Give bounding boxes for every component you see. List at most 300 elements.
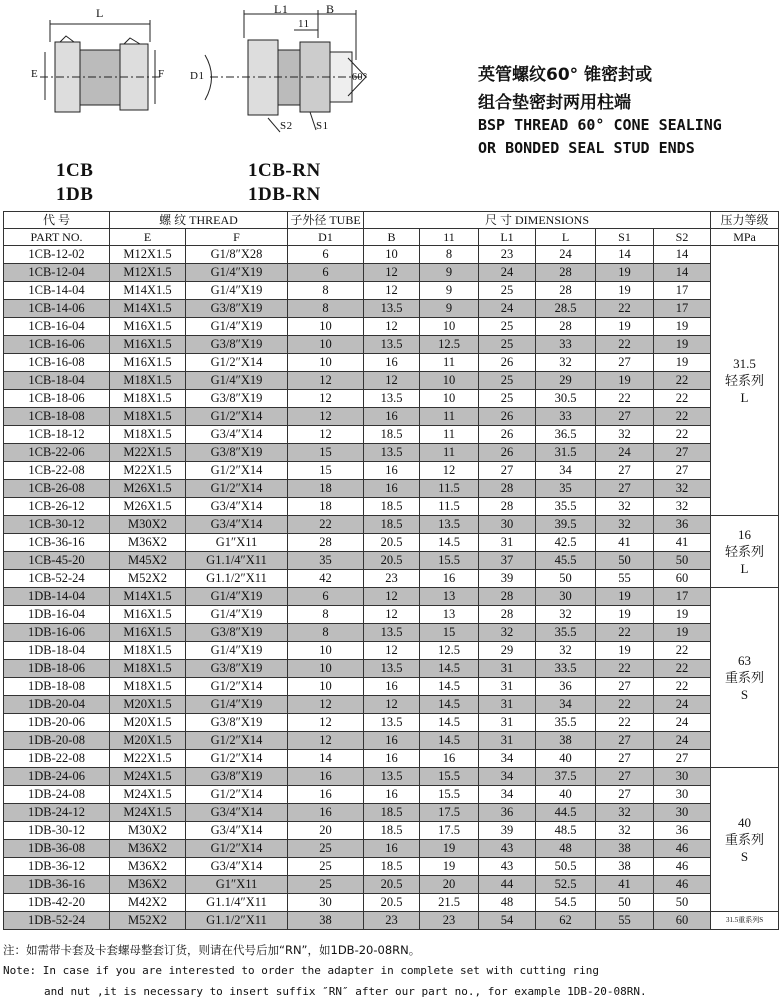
table-cell: 19 [596,606,654,624]
table-cell: 22 [288,516,364,534]
table-cell: 35.5 [536,624,596,642]
table-row [4,588,779,606]
pressure-class-value: 31.5重系列S [725,916,764,924]
table-cell: 31 [479,696,536,714]
table-cell: 1CB-16-06 [4,336,110,354]
table-cell: 38 [596,840,654,858]
table-cell: 25 [479,372,536,390]
table-cell: G3/4″X14 [186,822,288,840]
table-cell: 24 [596,444,654,462]
table-cell: 36 [479,804,536,822]
table-cell: 8 [288,300,364,318]
table-cell: 32 [536,354,596,372]
table-cell: 13.5 [364,336,420,354]
table-cell: G1/2″X14 [186,786,288,804]
table-cell: G1/4″X19 [186,642,288,660]
table-cell: M12X1.5 [110,264,186,282]
table-cell: 14 [654,264,711,282]
header-row-1 [4,212,779,229]
table-cell: 22 [596,300,654,318]
table-row [4,804,779,822]
table-row [4,696,779,714]
table-cell: 50 [596,894,654,912]
table-cell: G1/4″X19 [186,588,288,606]
table-cell: 1DB-20-06 [4,714,110,732]
table-cell: 12 [364,696,420,714]
table-cell: 27 [596,750,654,768]
dim-label-s1: S1 [316,120,329,132]
table-cell: 16 [364,732,420,750]
table-cell: 39.5 [536,516,596,534]
table-cell: 1CB-16-08 [4,354,110,372]
table-cell: 42 [288,570,364,588]
table-cell: G1.1/2″X11 [186,912,288,930]
table-cell: 23 [364,570,420,588]
table-row [4,390,779,408]
table-cell: 14 [654,246,711,264]
table-cell: 22 [654,426,711,444]
dim-label-f: F [158,68,165,80]
table-row [4,300,779,318]
hdr-mpa: MPa [711,229,779,246]
title-zh-line2: 组合垫密封两用柱端 [478,93,631,113]
table-cell: 32 [596,822,654,840]
table-cell: 33 [536,336,596,354]
table-cell: 34 [536,696,596,714]
table-row [4,354,779,372]
table-cell: 1DB-20-04 [4,696,110,714]
table-cell: 19 [596,642,654,660]
table-cell: 28 [536,318,596,336]
table-cell: 25 [288,858,364,876]
title-en-line1: BSP THREAD 60° CONE SEALING [478,116,722,134]
table-cell: 27 [596,354,654,372]
table-cell: 24 [654,714,711,732]
table-row [4,498,779,516]
table-cell: M52X2 [110,570,186,588]
table-cell: 17.5 [420,822,479,840]
table-cell: G3/8″X19 [186,390,288,408]
table-cell: 12 [364,282,420,300]
hdr-l: L [536,229,596,246]
table-cell: 1CB-18-12 [4,426,110,444]
table-cell: M26X1.5 [110,498,186,516]
table-cell: 16 [364,750,420,768]
table-cell: 26 [479,354,536,372]
table-cell: 1DB-24-12 [4,804,110,822]
pressure-class-series: 重系列 [725,670,765,685]
hdr-f: F [186,229,288,246]
table-cell: 9 [420,300,479,318]
table-cell: 44 [479,876,536,894]
table-cell: G1″X11 [186,534,288,552]
note-en-line1: Note: In case if you are interested to order the adapter in complete set with cutting ring [3,964,600,977]
table-cell: 18 [288,498,364,516]
table-cell: G3/8″X19 [186,336,288,354]
pressure-class-value: 16 [738,527,752,542]
table-cell: M12X1.5 [110,246,186,264]
table-cell: G1/4″X19 [186,696,288,714]
table-cell: 11 [420,354,479,372]
table-cell: 35.5 [536,498,596,516]
table-row [4,336,779,354]
table-cell: 12 [288,372,364,390]
table-cell: 19 [420,858,479,876]
pressure-class-cell [711,768,779,912]
table-cell: 15.5 [420,552,479,570]
table-cell: 48.5 [536,822,596,840]
table-row [4,786,779,804]
dim-label-b: B [326,2,335,16]
table-cell: 14.5 [420,534,479,552]
table-cell: 23 [479,246,536,264]
table-cell: 13.5 [364,444,420,462]
pressure-class-cell [711,588,779,768]
table-cell: 46 [654,876,711,894]
hdr-dimensions: 尺 寸 DIMENSIONS [364,212,711,229]
table-cell: 26 [479,444,536,462]
table-cell: 14.5 [420,660,479,678]
table-row [4,912,779,930]
table-cell: 38 [596,858,654,876]
table-cell: 6 [288,588,364,606]
table-cell: G3/8″X19 [186,624,288,642]
table-cell: 15 [420,624,479,642]
table-cell: 10 [288,336,364,354]
table-cell: 1CB-18-04 [4,372,110,390]
table-row [4,480,779,498]
table-cell: 46 [654,840,711,858]
table-cell: 22 [654,408,711,426]
table-cell: 30 [536,588,596,606]
dim-label-e: E [31,68,39,80]
table-cell: 32 [596,498,654,516]
table-cell: 34 [536,462,596,480]
table-cell: 1CB-14-04 [4,282,110,300]
table-cell: 28 [479,498,536,516]
hdr-s1: S1 [596,229,654,246]
table-cell: 15 [288,444,364,462]
table-cell: 16 [364,840,420,858]
hdr-code: 代 号 [4,212,110,229]
angle-label: 60° [352,72,368,83]
table-cell: 1DB-18-08 [4,678,110,696]
part-label-1cb: 1CB [56,160,94,181]
hdr-d1: D1 [288,229,364,246]
table-cell: 1DB-18-06 [4,660,110,678]
table-cell: M36X2 [110,840,186,858]
table-cell: 17 [654,588,711,606]
hdr-tube: 子外径 TUBE [288,212,364,229]
table-row [4,606,779,624]
table-cell: 32 [596,516,654,534]
hdr-s2: S2 [654,229,711,246]
pressure-class-series: 轻系列 [725,373,765,388]
table-cell: M20X1.5 [110,714,186,732]
table-cell: 30 [654,768,711,786]
table-cell: 22 [596,624,654,642]
table-cell: 31 [479,732,536,750]
table-cell: M16X1.5 [110,624,186,642]
table-cell: 30 [479,516,536,534]
table-cell: 35 [536,480,596,498]
table-cell: G1/2″X14 [186,840,288,858]
fitting-drawings [0,0,780,210]
table-cell: 12 [288,426,364,444]
table-cell: 28 [479,480,536,498]
table-row [4,822,779,840]
table-cell: G1/2″X14 [186,750,288,768]
table-cell: 34 [479,786,536,804]
table-cell: 40 [536,750,596,768]
table-cell: 27 [654,462,711,480]
pressure-class-cell [711,516,779,588]
table-cell: 10 [288,354,364,372]
table-cell: 1CB-18-08 [4,408,110,426]
table-cell: 43 [479,858,536,876]
pressure-class-value: 63 [738,653,752,668]
table-cell: 27 [596,408,654,426]
table-cell: M24X1.5 [110,804,186,822]
table-cell: 32 [654,498,711,516]
table-cell: 1CB-12-04 [4,264,110,282]
table-cell: G1″X11 [186,876,288,894]
table-cell: 13.5 [364,390,420,408]
table-cell: G3/8″X19 [186,660,288,678]
table-cell: 30 [288,894,364,912]
table-cell: 14 [288,750,364,768]
table-cell: 1DB-24-08 [4,786,110,804]
table-cell: 1DB-16-06 [4,624,110,642]
table-cell: 1CB-52-24 [4,570,110,588]
table-row [4,552,779,570]
table-cell: 35 [288,552,364,570]
table-cell: 55 [596,570,654,588]
table-row [4,750,779,768]
table-cell: 10 [288,642,364,660]
table-cell: 28 [479,606,536,624]
table-cell: 19 [654,336,711,354]
table-cell: 22 [596,336,654,354]
table-cell: G1/4″X19 [186,606,288,624]
table-cell: 28 [536,282,596,300]
table-cell: 38 [536,732,596,750]
table-cell: 19 [596,588,654,606]
table-cell: 30 [654,786,711,804]
table-cell: 19 [596,264,654,282]
table-cell: 50 [654,552,711,570]
table-cell: G3/4″X14 [186,516,288,534]
table-row [4,678,779,696]
table-cell: G1/4″X19 [186,318,288,336]
table-cell: 34 [479,750,536,768]
pressure-class-cell [711,912,779,930]
table-cell: 19 [596,282,654,300]
table-cell: 36 [536,678,596,696]
table-cell: M45X2 [110,552,186,570]
table-cell: 16 [364,480,420,498]
table-cell: 12 [364,642,420,660]
table-row [4,462,779,480]
table-cell: G3/4″X14 [186,426,288,444]
table-cell: 18 [288,480,364,498]
table-cell: 36 [654,516,711,534]
table-cell: 15.5 [420,768,479,786]
table-cell: 1DB-24-06 [4,768,110,786]
table-cell: 16 [364,408,420,426]
table-cell: 50 [654,894,711,912]
table-cell: G1/2″X14 [186,678,288,696]
table-cell: 12.5 [420,336,479,354]
table-cell: M18X1.5 [110,390,186,408]
title-zh-line1: 英管螺纹60° 锥密封或 [478,65,653,85]
table-cell: 22 [654,678,711,696]
table-cell: 45.5 [536,552,596,570]
table-row [4,732,779,750]
table-cell: 18.5 [364,804,420,822]
hdr-11: 11 [420,229,479,246]
table-cell: 25 [479,318,536,336]
table-cell: 12 [364,264,420,282]
table-cell: 33.5 [536,660,596,678]
pressure-class-cell [711,246,779,516]
pressure-class-type: L [740,561,749,576]
table-cell: 19 [596,318,654,336]
table-cell: 12 [288,732,364,750]
table-cell: 31 [479,534,536,552]
table-cell: 36 [654,822,711,840]
table-cell: G1.1/2″X11 [186,570,288,588]
table-cell: 44.5 [536,804,596,822]
table-cell: 12 [288,390,364,408]
table-cell: 27 [596,786,654,804]
table-cell: 13.5 [364,768,420,786]
header-row-2 [4,229,779,246]
table-cell: 10 [364,246,420,264]
table-row [4,570,779,588]
table-cell: 19 [654,606,711,624]
table-cell: M36X2 [110,858,186,876]
table-cell: 16 [364,354,420,372]
table-cell: 27 [596,480,654,498]
pressure-class-type: S [740,687,749,702]
table-cell: 6 [288,264,364,282]
part-label-1db-rn: 1DB-RN [248,184,321,205]
table-cell: 12 [364,588,420,606]
table-cell: G3/8″X19 [186,714,288,732]
table-cell: G3/4″X14 [186,858,288,876]
table-row [4,894,779,912]
table-cell: 17.5 [420,804,479,822]
table-cell: 11.5 [420,498,479,516]
table-row [4,624,779,642]
table-cell: 8 [420,246,479,264]
table-cell: 1DB-22-08 [4,750,110,768]
table-cell: 20.5 [364,534,420,552]
table-cell: 1DB-14-04 [4,588,110,606]
table-cell: 13.5 [420,516,479,534]
table-cell: 26 [479,408,536,426]
table-row [4,426,779,444]
table-cell: 9 [420,264,479,282]
pressure-class-series: 重系列 [725,832,765,847]
table-cell: 27 [596,678,654,696]
table-cell: G1/8″X28 [186,246,288,264]
table-cell: 25 [288,876,364,894]
table-cell: 1DB-16-04 [4,606,110,624]
table-cell: 48 [479,894,536,912]
table-cell: 55 [596,912,654,930]
table-cell: 22 [654,372,711,390]
table-cell: 1CB-26-08 [4,480,110,498]
table-cell: 20.5 [364,894,420,912]
table-cell: M22X1.5 [110,750,186,768]
note-zh: 注：如需带卡套及卡套螺母整套订货，则请在代号后加“RN”，如1DB-20-08RN。 [3,943,421,957]
table-cell: 22 [654,390,711,408]
hdr-l1: L1 [479,229,536,246]
table-cell: 1DB-52-24 [4,912,110,930]
table-cell: 13.5 [364,624,420,642]
table-cell: G1/2″X14 [186,732,288,750]
spec-table [3,211,779,930]
table-cell: 19 [596,372,654,390]
table-cell: 31 [479,660,536,678]
table-cell: 16 [288,786,364,804]
table-cell: 10 [420,372,479,390]
table-cell: 62 [536,912,596,930]
table-cell: 16 [288,768,364,786]
dim-label-s2: S2 [280,120,293,132]
table-cell: 8 [288,282,364,300]
table-cell: 18.5 [364,858,420,876]
table-cell: G1/2″X14 [186,480,288,498]
table-cell: 27 [654,444,711,462]
table-cell: 27 [596,732,654,750]
table-cell: 19 [654,354,711,372]
table-row [4,282,779,300]
hdr-pressure: 压力等级 [711,212,779,229]
dim-label-l: L [96,6,104,20]
table-cell: 33 [536,408,596,426]
table-cell: 12 [364,372,420,390]
table-cell: 27 [654,750,711,768]
table-cell: M14X1.5 [110,300,186,318]
table-cell: 52.5 [536,876,596,894]
table-cell: 10 [420,390,479,408]
table-cell: G3/4″X14 [186,804,288,822]
table-cell: 1CB-36-16 [4,534,110,552]
hdr-part-no: PART NO. [4,229,110,246]
pressure-class-value: 40 [738,815,752,830]
table-cell: 24 [479,300,536,318]
table-cell: 24 [654,732,711,750]
table-cell: 39 [479,822,536,840]
dim-label-l1: L1 [274,2,289,16]
table-cell: 1CB-30-12 [4,516,110,534]
dim-label-11: 11 [298,18,310,30]
table-cell: 32 [536,642,596,660]
table-cell: 60 [654,570,711,588]
table-row [4,660,779,678]
table-cell: 14.5 [420,732,479,750]
table-cell: 12 [420,462,479,480]
table-cell: 24 [654,696,711,714]
table-cell: G3/8″X19 [186,768,288,786]
table-cell: 11.5 [420,480,479,498]
table-cell: 19 [654,624,711,642]
table-cell: 10 [288,660,364,678]
table-cell: 1CB-12-02 [4,246,110,264]
